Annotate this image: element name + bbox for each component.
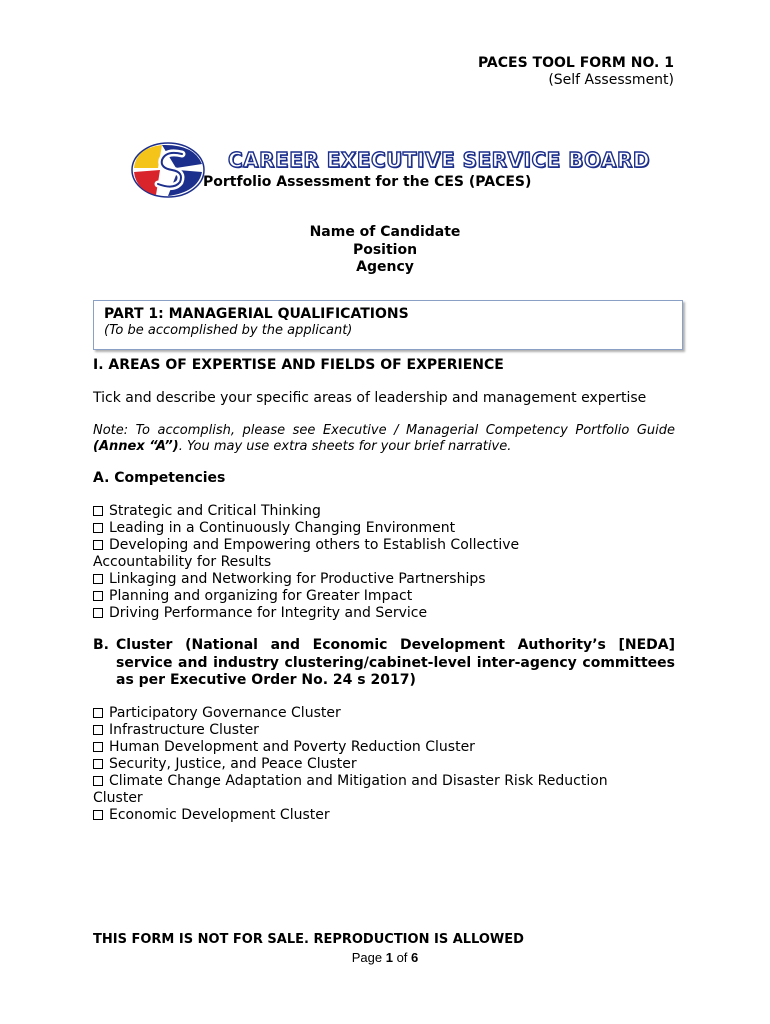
section1-instruction: Tick and describe your specific areas of leadership and management expertise (93, 390, 647, 406)
list-item[interactable]: Human Development and Poverty Reduction Cluster (93, 739, 608, 756)
list-item[interactable]: Developing and Empowering others to Establish Collective (93, 537, 519, 554)
page-of: of (396, 950, 408, 965)
list-item[interactable]: Infrastructure Cluster (93, 722, 608, 739)
list-item[interactable]: Linkaging and Networking for Productive Partnerships (93, 571, 519, 588)
list-item[interactable]: Strategic and Critical Thinking (93, 503, 519, 520)
list-item-continuation: Accountability for Results (93, 554, 272, 570)
page-current: 1 (385, 950, 393, 965)
checkbox-icon[interactable] (93, 506, 103, 516)
note-prefix: Note: To accomplish, please see Executive / Managerial Competency Portfolio Guide (93, 423, 675, 438)
note-annex: (Annex “A”) (93, 439, 179, 454)
section1-heading: I. AREAS OF EXPERTISE AND FIELDS OF EXPERIENCE (93, 357, 504, 373)
page-number (0, 950, 770, 965)
checkbox-icon[interactable] (93, 742, 103, 752)
candidate-position-label: Position (352, 241, 418, 258)
list-item[interactable]: Planning and organizing for Greater Impact (93, 588, 519, 605)
candidate-block (0, 224, 770, 277)
page-total: 6 (411, 950, 419, 965)
page-label: Page (351, 950, 383, 965)
list-item[interactable]: Driving Performance for Integrity and Service (93, 605, 519, 622)
form-type: (Self Assessment) (548, 72, 674, 88)
competencies-list (93, 503, 519, 622)
checkbox-icon[interactable] (93, 759, 103, 769)
list-item-continuation: Cluster (93, 790, 143, 806)
part1-subtitle: (To be accomplished by the applicant) (104, 323, 353, 338)
checkbox-icon[interactable] (93, 708, 103, 718)
list-item[interactable]: Climate Change Adaptation and Mitigation and Disaster Risk Reduction (93, 773, 608, 790)
checkbox-icon[interactable] (93, 523, 103, 533)
candidate-agency-label: Agency (356, 259, 414, 275)
part1-title: PART 1: MANAGERIAL QUALIFICATIONS (104, 306, 409, 322)
document-title: Portfolio Assessment for the CES (PACES) (203, 174, 532, 190)
board-name: CAREER EXECUTIVE SERVICE BOARD (228, 148, 650, 172)
list-item[interactable]: Economic Development Cluster (93, 807, 608, 824)
checkbox-icon[interactable] (93, 776, 103, 786)
cluster-list (93, 705, 608, 824)
list-item[interactable]: Leading in a Continuously Changing Environment (93, 520, 519, 537)
form-number: PACES TOOL FORM NO. 1 (477, 55, 674, 71)
candidate-name-label: Name of Candidate (309, 224, 461, 240)
checkbox-icon[interactable] (93, 591, 103, 601)
section1-note (93, 423, 675, 455)
footer-notice: THIS FORM IS NOT FOR SALE. REPRODUCTION IS ALLOWED (93, 932, 524, 947)
checkbox-icon[interactable] (93, 725, 103, 735)
ces-logo (128, 140, 650, 200)
list-item[interactable]: Security, Justice, and Peace Cluster (93, 756, 608, 773)
checkbox-icon[interactable] (93, 608, 103, 618)
competencies-heading: A. Competencies (93, 470, 226, 486)
cluster-heading: Cluster (National and Economic Development Authority’s [NEDA] service and industry clustering/cabinet-level inter-agency committees as per Executive Order No. 24 s 2017) (116, 637, 675, 688)
list-item[interactable]: Participatory Governance Cluster (93, 705, 608, 722)
cluster-label: B. (93, 637, 109, 653)
cluster-heading-block (93, 637, 675, 690)
checkbox-icon[interactable] (93, 810, 103, 820)
note-suffix: . You may use extra sheets for your brief narrative. (178, 439, 512, 454)
checkbox-icon[interactable] (93, 574, 103, 584)
part1-box (93, 300, 683, 350)
form-header (478, 55, 674, 89)
ces-emblem-icon (128, 140, 208, 200)
checkbox-icon[interactable] (93, 540, 103, 550)
